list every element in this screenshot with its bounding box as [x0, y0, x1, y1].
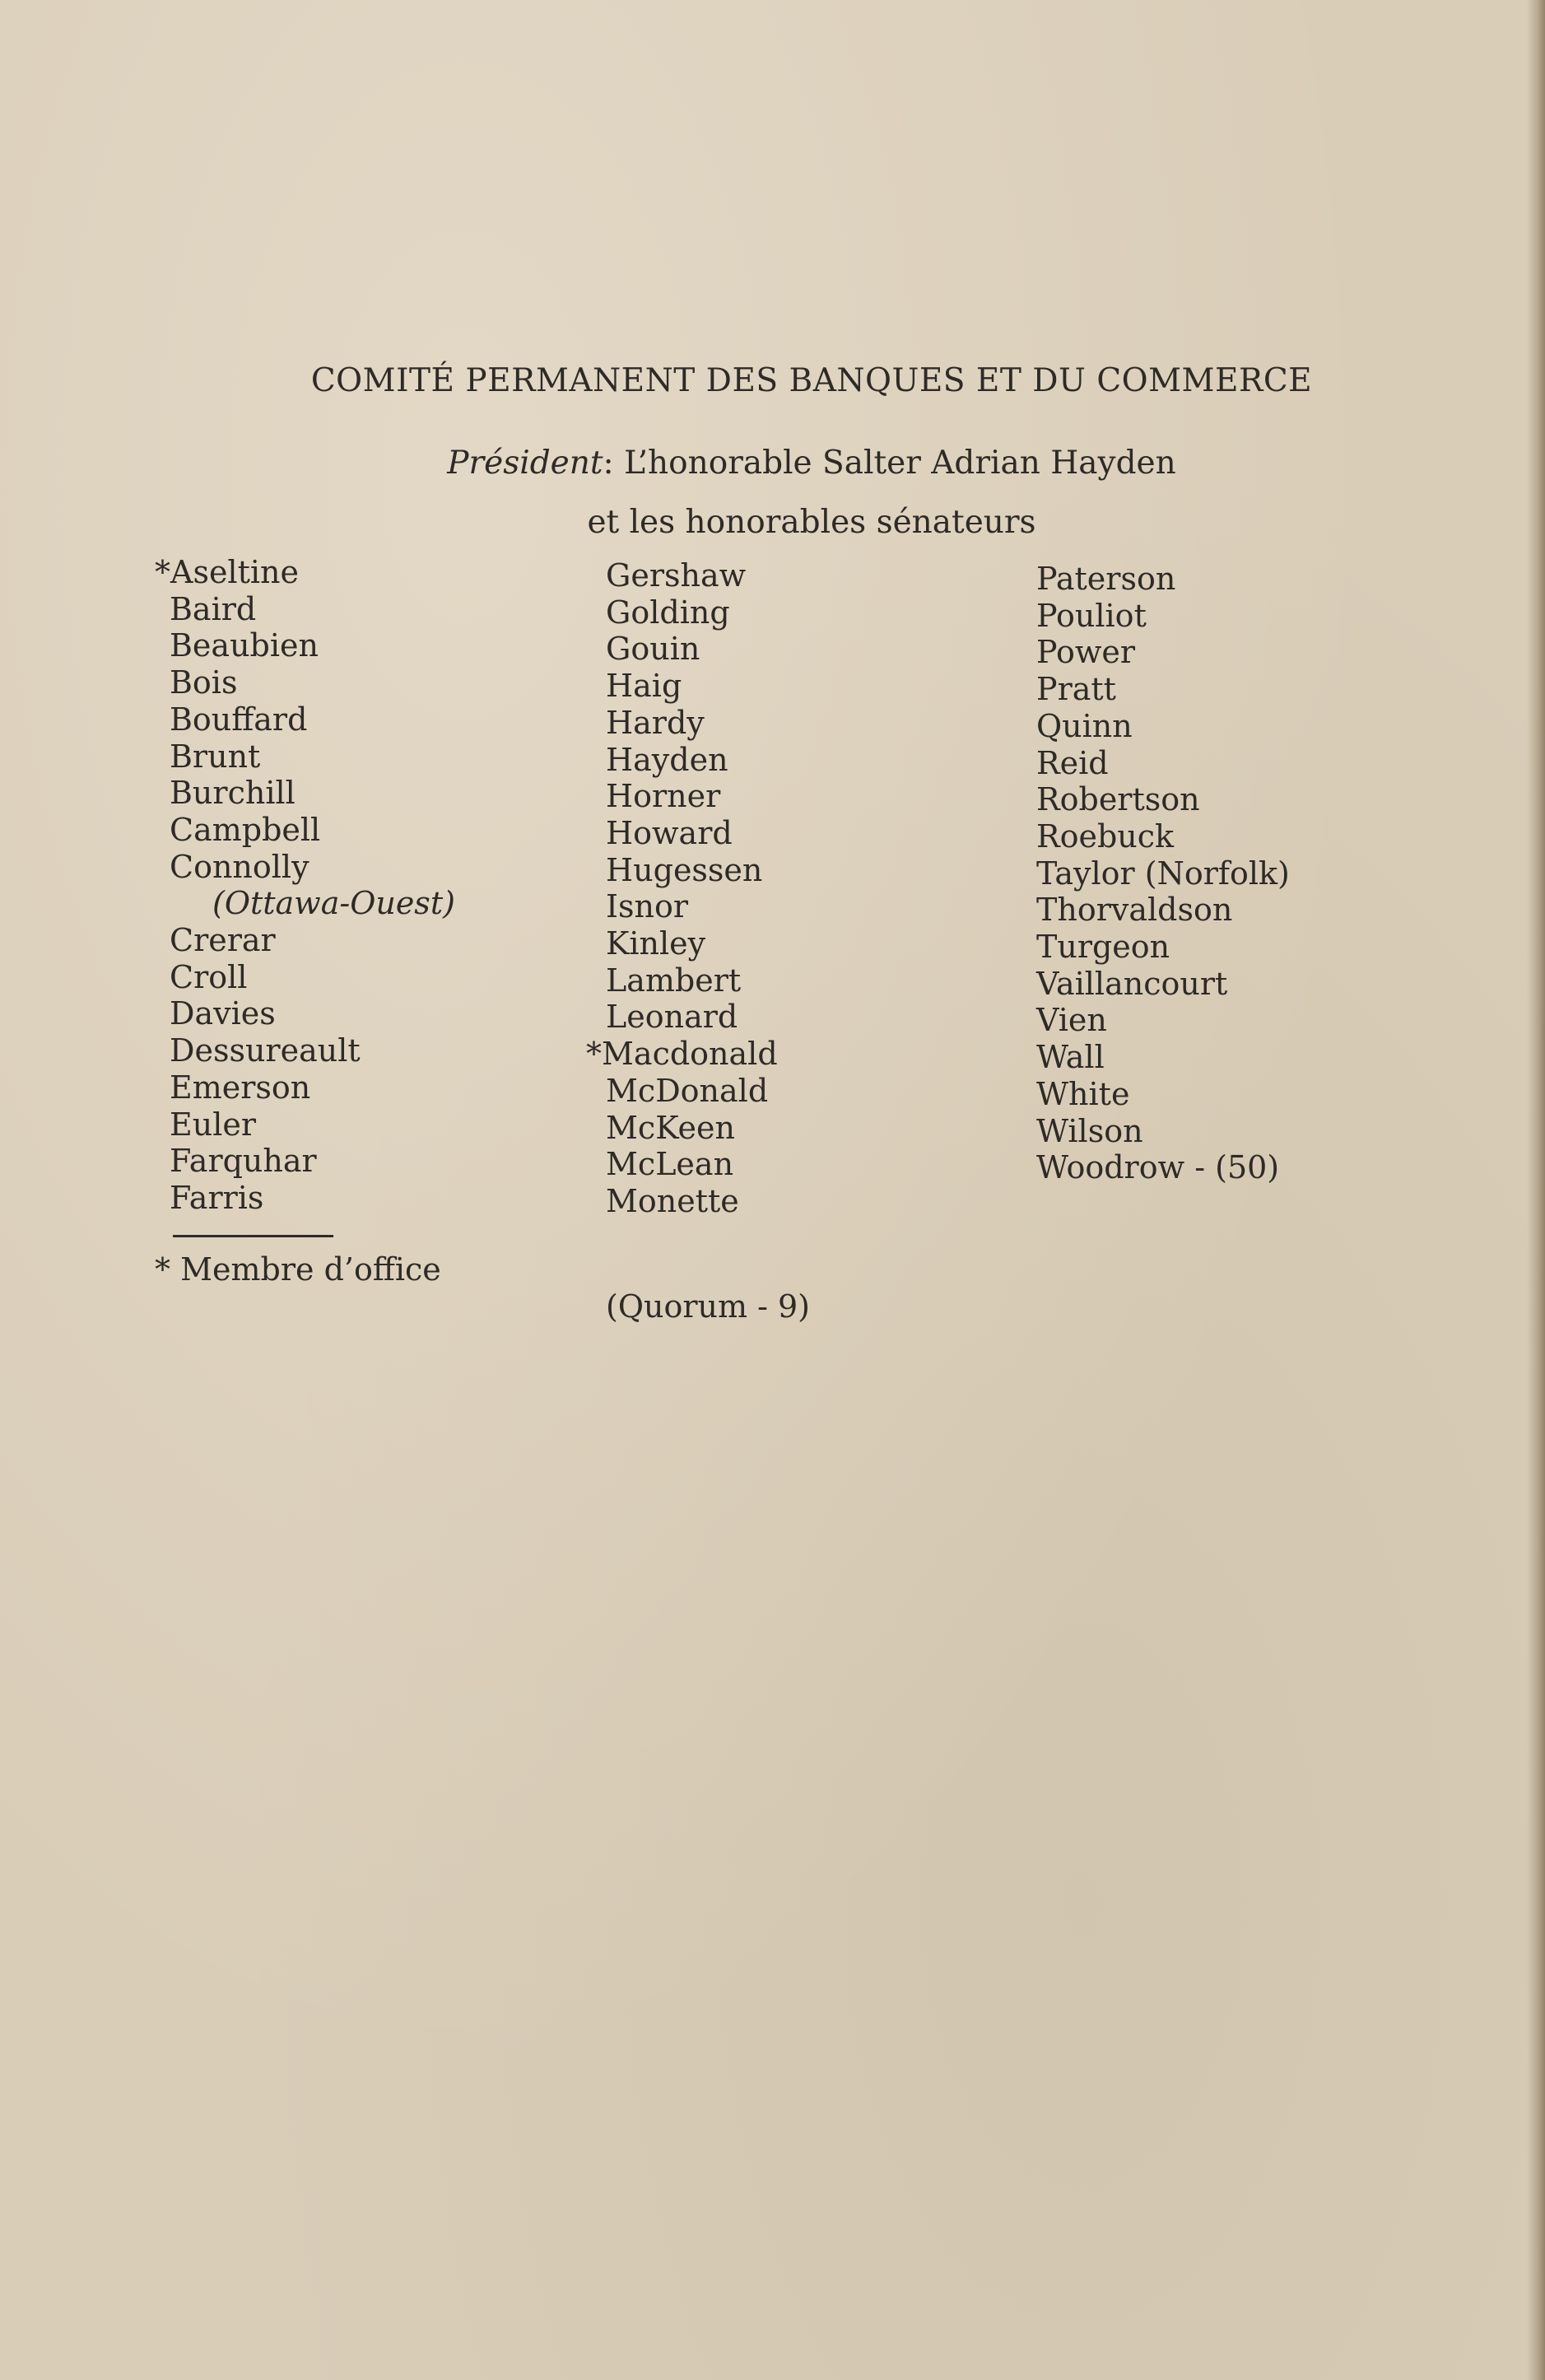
senator-name: Campbell	[170, 811, 321, 848]
senator-name: Reid	[1036, 744, 1109, 781]
senator-name: Pratt	[1036, 671, 1116, 708]
senator-name: Lambert	[606, 962, 742, 999]
senator-name: Crerar	[170, 922, 276, 959]
senator-name: Turgeon	[1036, 929, 1170, 966]
senator-name: *Aseltine	[155, 554, 299, 590]
senator-name: Davies	[170, 995, 276, 1032]
senator-name: Dessureault	[170, 1032, 361, 1069]
senator-name: Euler	[170, 1106, 257, 1143]
senator-name: Gershaw	[606, 557, 747, 594]
senator-name: Monette	[606, 1182, 739, 1219]
senator-name: McDonald	[606, 1072, 769, 1109]
senator-name: Power	[1036, 634, 1136, 671]
senator-name: Beaubien	[170, 627, 319, 664]
senator-name: Emerson	[170, 1069, 311, 1106]
senator-riding: (Ottawa-Ouest)	[212, 885, 455, 922]
senator-name: *Macdonald	[586, 1036, 778, 1073]
senator-name: Kinley	[606, 925, 706, 962]
senator-name: Connolly	[170, 848, 309, 885]
president-name: : L’honorable Salter Adrian Hayden	[603, 445, 1176, 482]
senator-name: Quinn	[1036, 707, 1133, 744]
senator-name: McLean	[606, 1146, 734, 1183]
senator-name: Gouin	[606, 631, 700, 668]
senator-name: White	[1036, 1075, 1130, 1112]
senator-name: Farris	[170, 1179, 264, 1216]
senator-name: Hayden	[606, 741, 728, 778]
senator-column-2	[586, 557, 778, 1220]
senator-name: Hardy	[606, 704, 705, 741]
senator-column-1	[155, 554, 455, 1217]
senator-name: Howard	[606, 814, 733, 851]
quorum-note: (Quorum - 9)	[606, 1288, 811, 1325]
senator-name: Farquhar	[170, 1143, 317, 1180]
senator-name: Robertson	[1036, 781, 1200, 818]
senator-name: Bois	[170, 664, 238, 701]
senator-name: Haig	[606, 668, 682, 705]
senator-column-3	[1036, 561, 1290, 1186]
president-label: Président	[447, 445, 603, 482]
senator-name: Taylor (Norfolk)	[1036, 855, 1290, 892]
footnote-divider	[173, 1235, 333, 1237]
footnote-ex-officio: * Membre d’office	[155, 1251, 441, 1288]
senator-name: Bouffard	[170, 701, 308, 738]
senator-name: Wall	[1036, 1039, 1105, 1076]
senator-name: Wilson	[1036, 1112, 1143, 1149]
senators-subtitle: et les honorables sénateurs	[587, 504, 1036, 541]
senator-name: Croll	[170, 958, 248, 995]
page-edge-shadow	[1527, 0, 1545, 2380]
president-line	[0, 445, 1545, 482]
senator-name: Vien	[1036, 1002, 1107, 1039]
senator-name: Hugessen	[606, 851, 763, 888]
senator-name: Leonard	[606, 999, 738, 1036]
senator-name: Woodrow - (50)	[1036, 1149, 1280, 1186]
senator-name: Thorvaldson	[1036, 892, 1233, 929]
senator-name: Roebuck	[1036, 817, 1175, 855]
senator-name: Pouliot	[1036, 597, 1147, 634]
senator-name: Vaillancourt	[1036, 965, 1228, 1002]
committee-title: COMITÉ PERMANENT DES BANQUES ET DU COMMERCE	[310, 362, 1313, 399]
senator-name: Paterson	[1036, 561, 1176, 597]
senator-name: Burchill	[170, 775, 296, 812]
senator-name: Golding	[606, 594, 730, 631]
senator-name: McKeen	[606, 1109, 736, 1146]
senator-name: Brunt	[170, 738, 261, 775]
senator-name: Horner	[606, 778, 721, 815]
senator-name: Isnor	[606, 888, 689, 925]
senator-name: Baird	[170, 590, 257, 627]
